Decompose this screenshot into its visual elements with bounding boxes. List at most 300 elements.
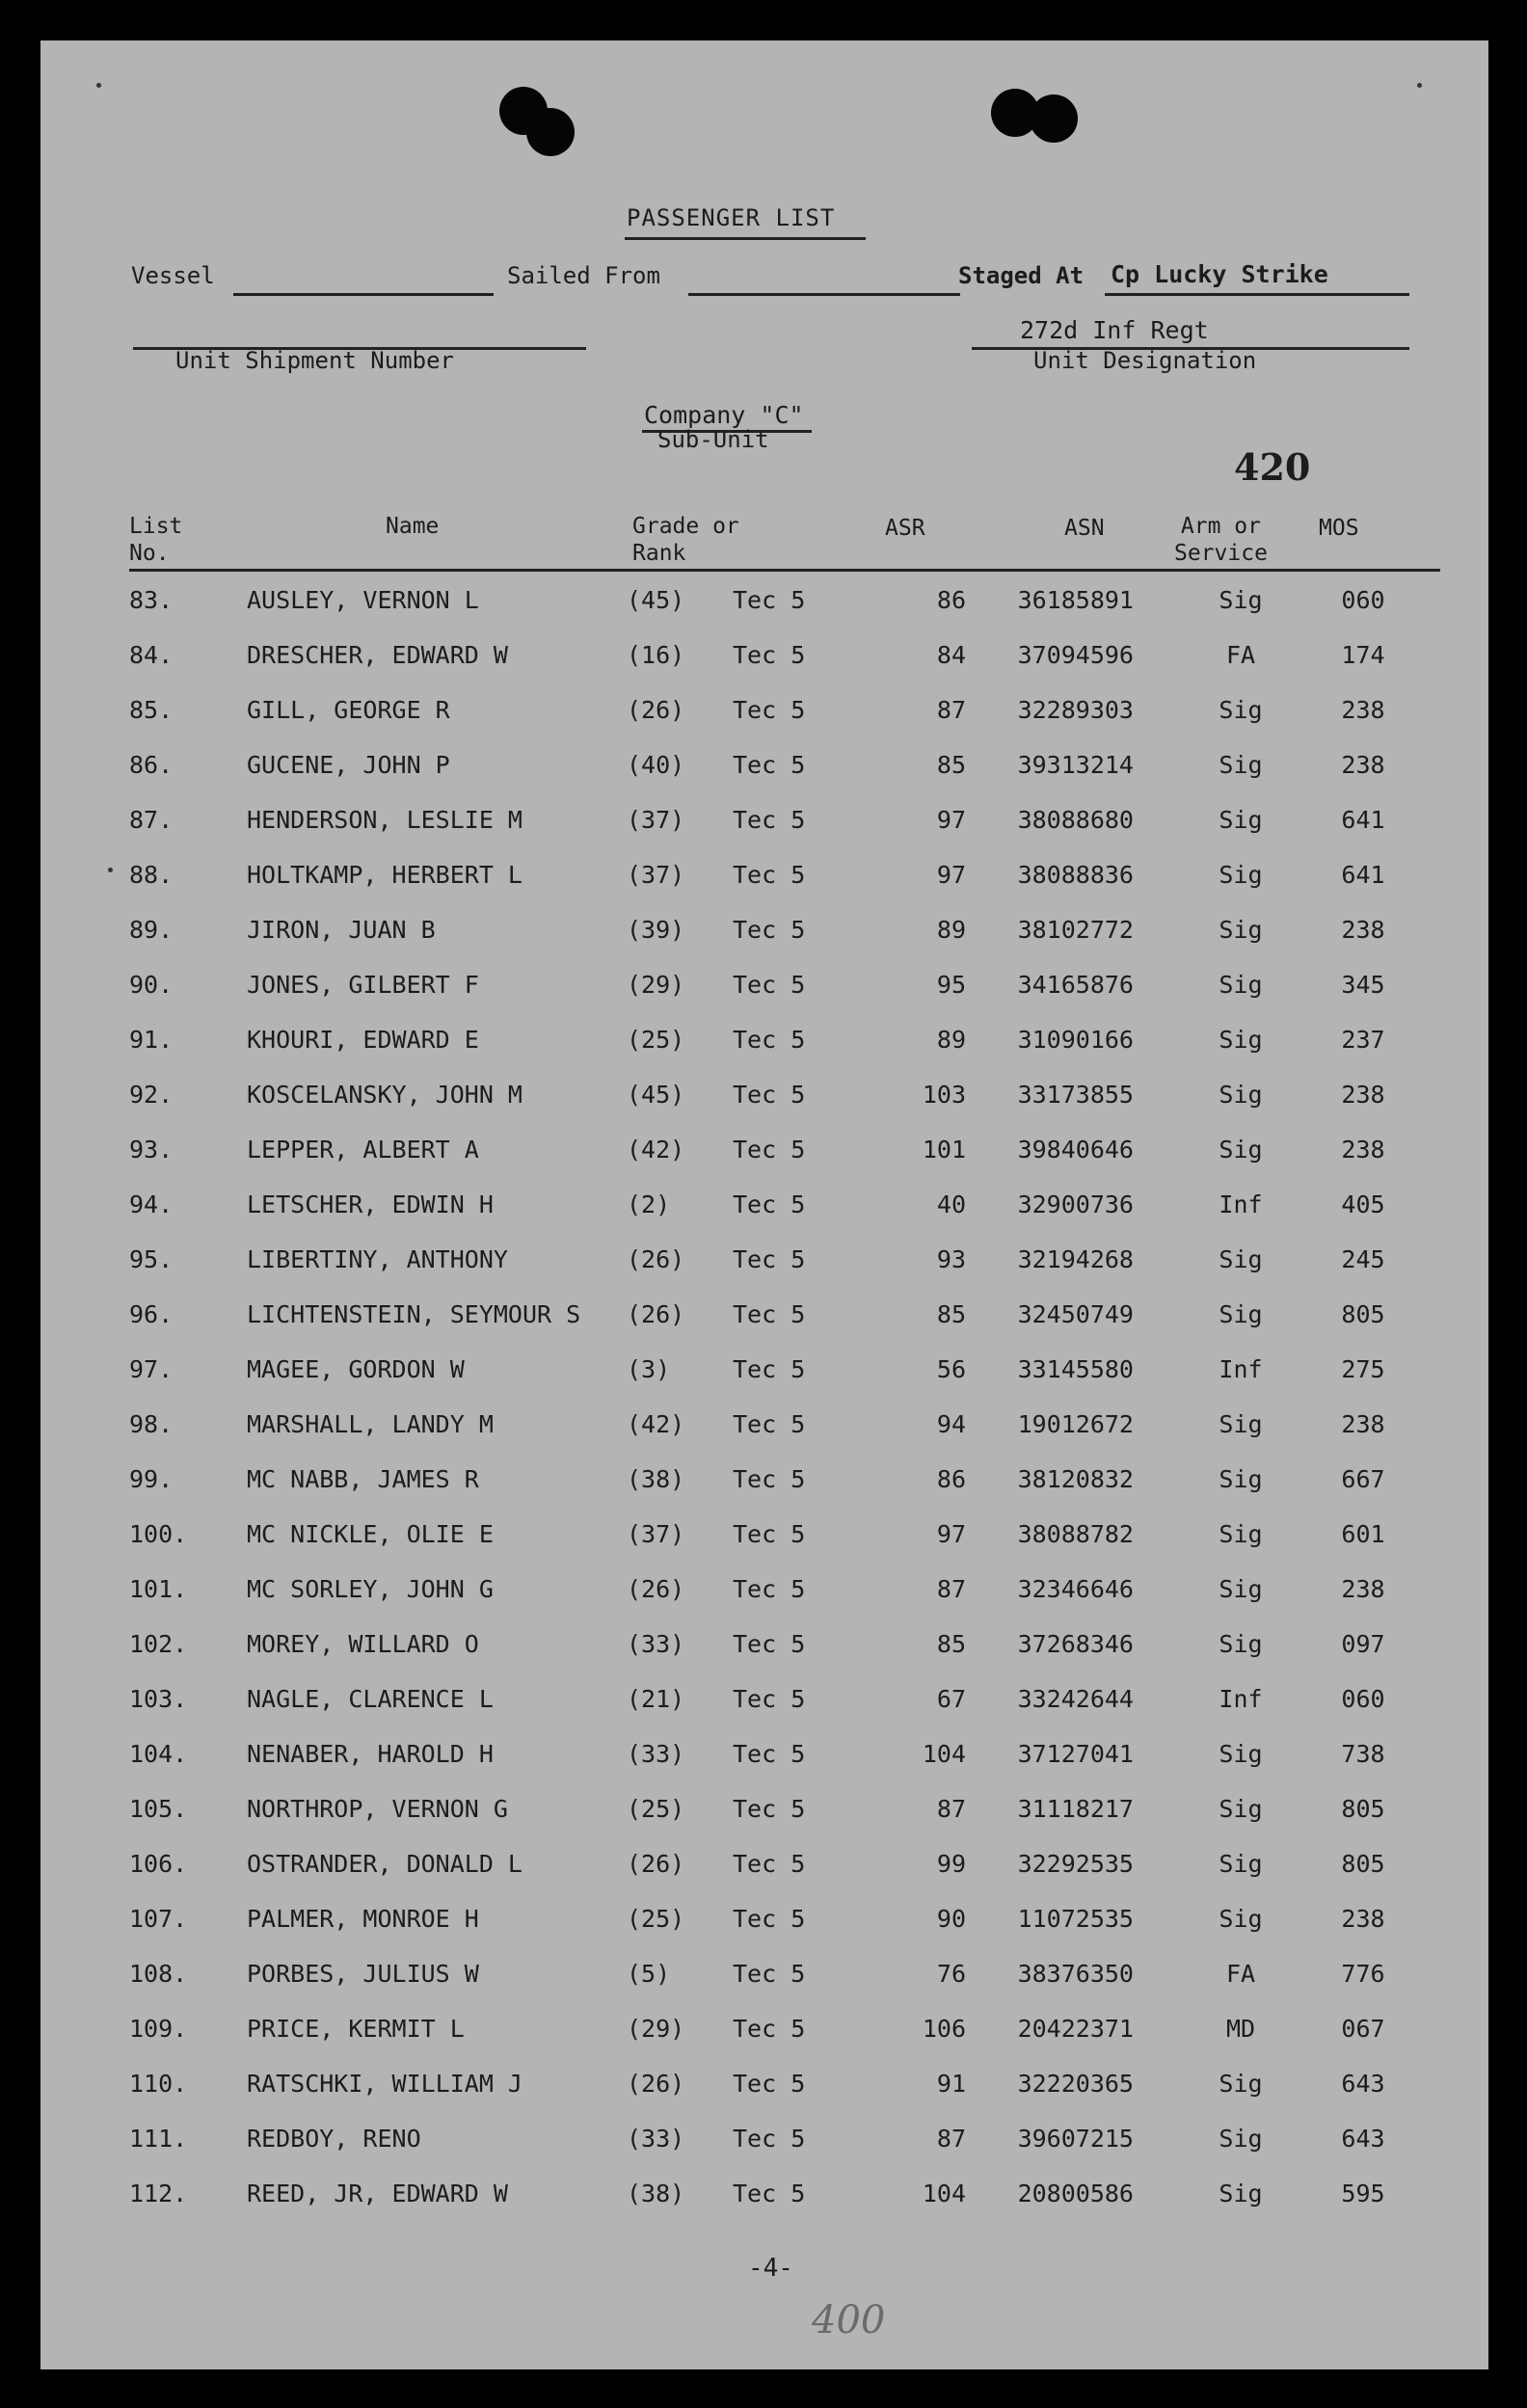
rank: Tec 5 bbox=[733, 586, 806, 614]
asr-score: 94 bbox=[936, 1410, 966, 1438]
header-arm-service bbox=[1174, 513, 1268, 567]
mos-code: 805 bbox=[1341, 1300, 1385, 1328]
mos-code: 238 bbox=[1341, 1905, 1385, 1933]
asr-score: 106 bbox=[922, 2015, 966, 2043]
rank: Tec 5 bbox=[733, 2180, 806, 2207]
table-row bbox=[40, 1232, 1488, 1287]
rank: Tec 5 bbox=[733, 1355, 806, 1383]
rank: Tec 5 bbox=[733, 1960, 806, 1988]
mos-code: 345 bbox=[1341, 971, 1385, 999]
asn-number: 36185891 bbox=[1017, 586, 1134, 614]
page-footer-number: -4- bbox=[748, 2254, 793, 2283]
rank: Tec 5 bbox=[733, 1740, 806, 1768]
grade-code: (37) bbox=[627, 1520, 685, 1548]
speck-top-right bbox=[1417, 83, 1422, 88]
asr-score: 67 bbox=[936, 1685, 966, 1713]
asr-score: 87 bbox=[936, 1575, 966, 1603]
rank: Tec 5 bbox=[733, 1905, 806, 1933]
passenger-name: LIBERTINY, ANTHONY bbox=[247, 1245, 508, 1273]
mos-code: 238 bbox=[1341, 916, 1385, 944]
mos-code: 805 bbox=[1341, 1850, 1385, 1878]
list-number: 110. bbox=[129, 2070, 188, 2098]
asn-number: 33242644 bbox=[1017, 1685, 1134, 1713]
mos-code: 238 bbox=[1341, 1410, 1385, 1438]
asr-score: 85 bbox=[936, 1630, 966, 1658]
mos-code: 738 bbox=[1341, 1740, 1385, 1768]
grade-code: (38) bbox=[627, 1465, 685, 1493]
mos-code: 275 bbox=[1341, 1355, 1385, 1383]
asn-number: 11072535 bbox=[1017, 1905, 1134, 1933]
arm-service: Sig bbox=[1219, 2180, 1263, 2207]
table-row bbox=[40, 1507, 1488, 1562]
asn-number: 31118217 bbox=[1017, 1795, 1134, 1823]
list-number: 101. bbox=[129, 1575, 188, 1603]
mos-code: 405 bbox=[1341, 1191, 1385, 1218]
list-number: 83. bbox=[129, 586, 174, 614]
unit-shipment-label: Unit Shipment Number bbox=[175, 347, 454, 374]
mos-code: 641 bbox=[1341, 861, 1385, 889]
arm-service: Inf bbox=[1219, 1685, 1263, 1713]
grade-code: (33) bbox=[627, 1630, 685, 1658]
grade-code: (37) bbox=[627, 861, 685, 889]
list-number: 84. bbox=[129, 641, 174, 669]
asn-number: 33145580 bbox=[1017, 1355, 1134, 1383]
grade-code: (2) bbox=[627, 1191, 671, 1218]
passenger-name: LEPPER, ALBERT A bbox=[247, 1136, 479, 1164]
header-list-no-line1: List bbox=[129, 514, 183, 539]
asn-number: 37268346 bbox=[1017, 1630, 1134, 1658]
asn-number: 32292535 bbox=[1017, 1850, 1134, 1878]
passenger-name: MARSHALL, LANDY M bbox=[247, 1410, 494, 1438]
table-row bbox=[40, 573, 1488, 628]
arm-service: Sig bbox=[1219, 1850, 1263, 1878]
rank: Tec 5 bbox=[733, 1191, 806, 1218]
passenger-name: HOLTKAMP, HERBERT L bbox=[247, 861, 522, 889]
table-row bbox=[40, 2056, 1488, 2111]
asr-score: 40 bbox=[936, 1191, 966, 1218]
rank: Tec 5 bbox=[733, 1630, 806, 1658]
table-row bbox=[40, 2111, 1488, 2166]
arm-service: Sig bbox=[1219, 916, 1263, 944]
passenger-name: MC NABB, JAMES R bbox=[247, 1465, 479, 1493]
arm-service: Inf bbox=[1219, 1355, 1263, 1383]
passenger-name: MAGEE, GORDON W bbox=[247, 1355, 465, 1383]
rank: Tec 5 bbox=[733, 1136, 806, 1164]
arm-service: Sig bbox=[1219, 1465, 1263, 1493]
arm-service: Sig bbox=[1219, 751, 1263, 779]
header-asr: ASR bbox=[885, 516, 925, 541]
arm-service: Sig bbox=[1219, 1081, 1263, 1109]
pencil-annotation: 400 bbox=[812, 2298, 886, 2342]
asn-number: 38088782 bbox=[1017, 1520, 1134, 1548]
asr-score: 89 bbox=[936, 1026, 966, 1054]
passenger-name: PRICE, KERMIT L bbox=[247, 2015, 465, 2043]
passenger-name: JIRON, JUAN B bbox=[247, 916, 436, 944]
rank: Tec 5 bbox=[733, 1245, 806, 1273]
sailed-from-blank bbox=[688, 293, 960, 296]
staged-at-label: Staged At bbox=[958, 262, 1085, 289]
passenger-name: OSTRANDER, DONALD L bbox=[247, 1850, 522, 1878]
vessel-label: Vessel bbox=[131, 262, 215, 289]
list-number: 104. bbox=[129, 1740, 188, 1768]
arm-service: Sig bbox=[1219, 1410, 1263, 1438]
table-row bbox=[40, 1562, 1488, 1617]
passenger-name: JONES, GILBERT F bbox=[247, 971, 479, 999]
rank: Tec 5 bbox=[733, 2070, 806, 2098]
list-number: 98. bbox=[129, 1410, 174, 1438]
rank: Tec 5 bbox=[733, 1575, 806, 1603]
rank: Tec 5 bbox=[733, 1520, 806, 1548]
asr-score: 90 bbox=[936, 1905, 966, 1933]
header-arm-line2: Service bbox=[1174, 541, 1268, 566]
list-number: 106. bbox=[129, 1850, 188, 1878]
arm-service: Sig bbox=[1219, 2070, 1263, 2098]
passenger-name: HENDERSON, LESLIE M bbox=[247, 806, 522, 834]
asr-score: 87 bbox=[936, 1795, 966, 1823]
table-row bbox=[40, 1617, 1488, 1672]
rank: Tec 5 bbox=[733, 641, 806, 669]
speck-top-left bbox=[96, 83, 101, 88]
rank: Tec 5 bbox=[733, 2125, 806, 2153]
passenger-name: DRESCHER, EDWARD W bbox=[247, 641, 508, 669]
page-title: PASSENGER LIST bbox=[627, 204, 836, 231]
list-number: 87. bbox=[129, 806, 174, 834]
asn-number: 19012672 bbox=[1017, 1410, 1134, 1438]
punch-hole-right-2 bbox=[1030, 94, 1078, 143]
table-row bbox=[40, 628, 1488, 682]
grade-code: (21) bbox=[627, 1685, 685, 1713]
header-mos: MOS bbox=[1319, 516, 1359, 541]
sub-unit-value: Company "C" bbox=[644, 401, 804, 429]
grade-code: (16) bbox=[627, 641, 685, 669]
asn-number: 32220365 bbox=[1017, 2070, 1134, 2098]
asn-number: 38088680 bbox=[1017, 806, 1134, 834]
table-row bbox=[40, 737, 1488, 792]
passenger-name: REDBOY, RENO bbox=[247, 2125, 421, 2153]
list-number: 111. bbox=[129, 2125, 188, 2153]
passenger-name: NORTHROP, VERNON G bbox=[247, 1795, 508, 1823]
passenger-name: PALMER, MONROE H bbox=[247, 1905, 479, 1933]
rank: Tec 5 bbox=[733, 1300, 806, 1328]
rank: Tec 5 bbox=[733, 1465, 806, 1493]
mos-code: 060 bbox=[1341, 586, 1385, 614]
asn-number: 38120832 bbox=[1017, 1465, 1134, 1493]
passenger-name: AUSLEY, VERNON L bbox=[247, 586, 479, 614]
passenger-name: RATSCHKI, WILLIAM J bbox=[247, 2070, 522, 2098]
passenger-name: GILL, GEORGE R bbox=[247, 696, 450, 724]
table-row bbox=[40, 1891, 1488, 1946]
asr-score: 84 bbox=[936, 641, 966, 669]
title-underline bbox=[625, 237, 866, 240]
arm-service: MD bbox=[1225, 2015, 1256, 2043]
mos-code: 595 bbox=[1341, 2180, 1385, 2207]
list-number: 109. bbox=[129, 2015, 188, 2043]
grade-code: (38) bbox=[627, 2180, 685, 2207]
list-number: 107. bbox=[129, 1905, 188, 1933]
table-row bbox=[40, 682, 1488, 737]
asr-score: 104 bbox=[922, 1740, 966, 1768]
list-number: 93. bbox=[129, 1136, 174, 1164]
grade-code: (42) bbox=[627, 1136, 685, 1164]
rank: Tec 5 bbox=[733, 751, 806, 779]
list-number: 92. bbox=[129, 1081, 174, 1109]
arm-service: FA bbox=[1225, 641, 1256, 669]
asn-number: 39607215 bbox=[1017, 2125, 1134, 2153]
passenger-name: GUCENE, JOHN P bbox=[247, 751, 450, 779]
grade-code: (26) bbox=[627, 1300, 685, 1328]
rank: Tec 5 bbox=[733, 806, 806, 834]
asr-score: 99 bbox=[936, 1850, 966, 1878]
grade-code: (29) bbox=[627, 971, 685, 999]
asr-score: 87 bbox=[936, 2125, 966, 2153]
sub-unit-label: Sub-Unit bbox=[657, 426, 769, 453]
table-row bbox=[40, 1726, 1488, 1781]
rank: Tec 5 bbox=[733, 2015, 806, 2043]
list-number: 95. bbox=[129, 1245, 174, 1273]
arm-service: Sig bbox=[1219, 2125, 1263, 2153]
grade-code: (26) bbox=[627, 1575, 685, 1603]
passenger-name: LETSCHER, EDWIN H bbox=[247, 1191, 494, 1218]
grade-code: (29) bbox=[627, 2015, 685, 2043]
table-row bbox=[40, 2001, 1488, 2056]
list-number: 103. bbox=[129, 1685, 188, 1713]
grade-code: (26) bbox=[627, 2070, 685, 2098]
mos-code: 805 bbox=[1341, 1795, 1385, 1823]
list-number: 112. bbox=[129, 2180, 188, 2207]
passenger-name: MOREY, WILLARD O bbox=[247, 1630, 479, 1658]
list-number: 108. bbox=[129, 1960, 188, 1988]
arm-service: Sig bbox=[1219, 1630, 1263, 1658]
table-row bbox=[40, 1177, 1488, 1232]
asn-number: 32450749 bbox=[1017, 1300, 1134, 1328]
asr-score: 103 bbox=[922, 1081, 966, 1109]
asr-score: 85 bbox=[936, 1300, 966, 1328]
mos-code: 643 bbox=[1341, 2070, 1385, 2098]
asn-number: 33173855 bbox=[1017, 1081, 1134, 1109]
list-number: 94. bbox=[129, 1191, 174, 1218]
mos-code: 238 bbox=[1341, 696, 1385, 724]
passenger-name: MC SORLEY, JOHN G bbox=[247, 1575, 494, 1603]
list-number: 85. bbox=[129, 696, 174, 724]
asn-number: 38088836 bbox=[1017, 861, 1134, 889]
table-row bbox=[40, 1122, 1488, 1177]
mos-code: 641 bbox=[1341, 806, 1385, 834]
grade-code: (26) bbox=[627, 1850, 685, 1878]
passenger-name: NENABER, HAROLD H bbox=[247, 1740, 494, 1768]
asn-number: 20800586 bbox=[1017, 2180, 1134, 2207]
arm-service: Sig bbox=[1219, 1795, 1263, 1823]
arm-service: Sig bbox=[1219, 861, 1263, 889]
grade-code: (26) bbox=[627, 696, 685, 724]
table-row bbox=[40, 1397, 1488, 1452]
asn-number: 38376350 bbox=[1017, 1960, 1134, 1988]
header-grade-line2: Rank bbox=[632, 541, 686, 566]
list-number: 96. bbox=[129, 1300, 174, 1328]
list-number: 91. bbox=[129, 1026, 174, 1054]
mos-code: 238 bbox=[1341, 1136, 1385, 1164]
arm-service: Sig bbox=[1219, 1136, 1263, 1164]
grade-code: (42) bbox=[627, 1410, 685, 1438]
arm-service: Inf bbox=[1219, 1191, 1263, 1218]
asr-score: 97 bbox=[936, 861, 966, 889]
header-asn: ASN bbox=[1064, 516, 1105, 541]
mos-code: 667 bbox=[1341, 1465, 1385, 1493]
list-number: 100. bbox=[129, 1520, 188, 1548]
header-arm-line1: Arm or bbox=[1180, 514, 1262, 539]
asn-number: 32346646 bbox=[1017, 1575, 1134, 1603]
arm-service: Sig bbox=[1219, 696, 1263, 724]
list-number: 105. bbox=[129, 1795, 188, 1823]
asn-number: 37127041 bbox=[1017, 1740, 1134, 1768]
grade-code: (40) bbox=[627, 751, 685, 779]
vessel-blank bbox=[233, 293, 494, 296]
asr-score: 85 bbox=[936, 751, 966, 779]
asn-number: 37094596 bbox=[1017, 641, 1134, 669]
grade-code: (45) bbox=[627, 1081, 685, 1109]
arm-service: Sig bbox=[1219, 1575, 1263, 1603]
mos-code: 060 bbox=[1341, 1685, 1385, 1713]
arm-service: Sig bbox=[1219, 1245, 1263, 1273]
rank: Tec 5 bbox=[733, 1850, 806, 1878]
arm-service: Sig bbox=[1219, 1300, 1263, 1328]
asr-score: 89 bbox=[936, 916, 966, 944]
document-sheet bbox=[40, 40, 1488, 2369]
passenger-name: PORBES, JULIUS W bbox=[247, 1960, 479, 1988]
passenger-name: LICHTENSTEIN, SEYMOUR S bbox=[247, 1300, 581, 1328]
rank: Tec 5 bbox=[733, 916, 806, 944]
sailed-from-label: Sailed From bbox=[507, 262, 660, 289]
unit-designation-label: Unit Designation bbox=[1033, 347, 1257, 374]
asn-number: 39313214 bbox=[1017, 751, 1134, 779]
asn-number: 32194268 bbox=[1017, 1245, 1134, 1273]
rank: Tec 5 bbox=[733, 1795, 806, 1823]
asr-score: 95 bbox=[936, 971, 966, 999]
grade-code: (37) bbox=[627, 806, 685, 834]
asn-number: 31090166 bbox=[1017, 1026, 1134, 1054]
asr-score: 91 bbox=[936, 2070, 966, 2098]
table-row bbox=[40, 847, 1488, 902]
passenger-name: KHOURI, EDWARD E bbox=[247, 1026, 479, 1054]
list-number: 90. bbox=[129, 971, 174, 999]
table-row bbox=[40, 2166, 1488, 2221]
grade-code: (25) bbox=[627, 1026, 685, 1054]
asr-score: 97 bbox=[936, 1520, 966, 1548]
grade-code: (3) bbox=[627, 1355, 671, 1383]
mos-code: 238 bbox=[1341, 751, 1385, 779]
grade-code: (25) bbox=[627, 1905, 685, 1933]
table-row bbox=[40, 1012, 1488, 1067]
rank: Tec 5 bbox=[733, 861, 806, 889]
list-number: 102. bbox=[129, 1630, 188, 1658]
asn-number: 20422371 bbox=[1017, 2015, 1134, 2043]
arm-service: Sig bbox=[1219, 806, 1263, 834]
table-row bbox=[40, 1672, 1488, 1726]
table-row bbox=[40, 1287, 1488, 1342]
table-row bbox=[40, 1342, 1488, 1397]
asn-number: 39840646 bbox=[1017, 1136, 1134, 1164]
grade-code: (45) bbox=[627, 586, 685, 614]
rank: Tec 5 bbox=[733, 1026, 806, 1054]
grade-code: (33) bbox=[627, 2125, 685, 2153]
header-name: Name bbox=[386, 514, 440, 539]
list-number: 86. bbox=[129, 751, 174, 779]
asn-number: 32289303 bbox=[1017, 696, 1134, 724]
arm-service: Sig bbox=[1219, 971, 1263, 999]
table-row bbox=[40, 792, 1488, 847]
asr-score: 87 bbox=[936, 696, 966, 724]
header-list-no-line2: No. bbox=[129, 541, 170, 566]
asn-number: 34165876 bbox=[1017, 971, 1134, 999]
mos-code: 238 bbox=[1341, 1575, 1385, 1603]
table-row bbox=[40, 1452, 1488, 1507]
grade-code: (25) bbox=[627, 1795, 685, 1823]
grade-code: (26) bbox=[627, 1245, 685, 1273]
arm-service: Sig bbox=[1219, 1740, 1263, 1768]
header-rule bbox=[129, 569, 1440, 572]
page-number: 420 bbox=[1234, 445, 1311, 489]
punch-hole-left-2 bbox=[526, 108, 575, 156]
header-grade bbox=[632, 513, 739, 567]
mos-code: 643 bbox=[1341, 2125, 1385, 2153]
list-number: 99. bbox=[129, 1465, 174, 1493]
list-number: 88. bbox=[129, 861, 174, 889]
table-row bbox=[40, 1946, 1488, 2001]
asr-score: 97 bbox=[936, 806, 966, 834]
mos-code: 067 bbox=[1341, 2015, 1385, 2043]
staged-at-blank bbox=[1105, 293, 1409, 296]
passenger-name: MC NICKLE, OLIE E bbox=[247, 1520, 494, 1548]
asr-score: 86 bbox=[936, 1465, 966, 1493]
rank: Tec 5 bbox=[733, 1685, 806, 1713]
header-grade-line1: Grade or bbox=[632, 514, 739, 539]
arm-service: FA bbox=[1225, 1960, 1256, 1988]
arm-service: Sig bbox=[1219, 1905, 1263, 1933]
rank: Tec 5 bbox=[733, 696, 806, 724]
mos-code: 097 bbox=[1341, 1630, 1385, 1658]
asn-number: 32900736 bbox=[1017, 1191, 1134, 1218]
passenger-name: KOSCELANSKY, JOHN M bbox=[247, 1081, 522, 1109]
rank: Tec 5 bbox=[733, 1081, 806, 1109]
asn-number: 38102772 bbox=[1017, 916, 1134, 944]
mos-code: 238 bbox=[1341, 1081, 1385, 1109]
asr-score: 86 bbox=[936, 586, 966, 614]
mos-code: 174 bbox=[1341, 641, 1385, 669]
unit-designation-value: 272d Inf Regt bbox=[1020, 316, 1209, 344]
list-number: 97. bbox=[129, 1355, 174, 1383]
passenger-name: NAGLE, CLARENCE L bbox=[247, 1685, 494, 1713]
grade-code: (5) bbox=[627, 1960, 671, 1988]
table-row bbox=[40, 902, 1488, 957]
mos-code: 245 bbox=[1341, 1245, 1385, 1273]
table-row bbox=[40, 957, 1488, 1012]
asr-score: 76 bbox=[936, 1960, 966, 1988]
mos-code: 601 bbox=[1341, 1520, 1385, 1548]
mos-code: 776 bbox=[1341, 1960, 1385, 1988]
passenger-name: REED, JR, EDWARD W bbox=[247, 2180, 508, 2207]
grade-code: (39) bbox=[627, 916, 685, 944]
rank: Tec 5 bbox=[733, 1410, 806, 1438]
header-list-no bbox=[129, 513, 182, 567]
table-row bbox=[40, 1836, 1488, 1891]
asr-score: 93 bbox=[936, 1245, 966, 1273]
table-row bbox=[40, 1781, 1488, 1836]
arm-service: Sig bbox=[1219, 1026, 1263, 1054]
asr-score: 104 bbox=[922, 2180, 966, 2207]
arm-service: Sig bbox=[1219, 586, 1263, 614]
mos-code: 237 bbox=[1341, 1026, 1385, 1054]
asr-score: 56 bbox=[936, 1355, 966, 1383]
table-row bbox=[40, 1067, 1488, 1122]
